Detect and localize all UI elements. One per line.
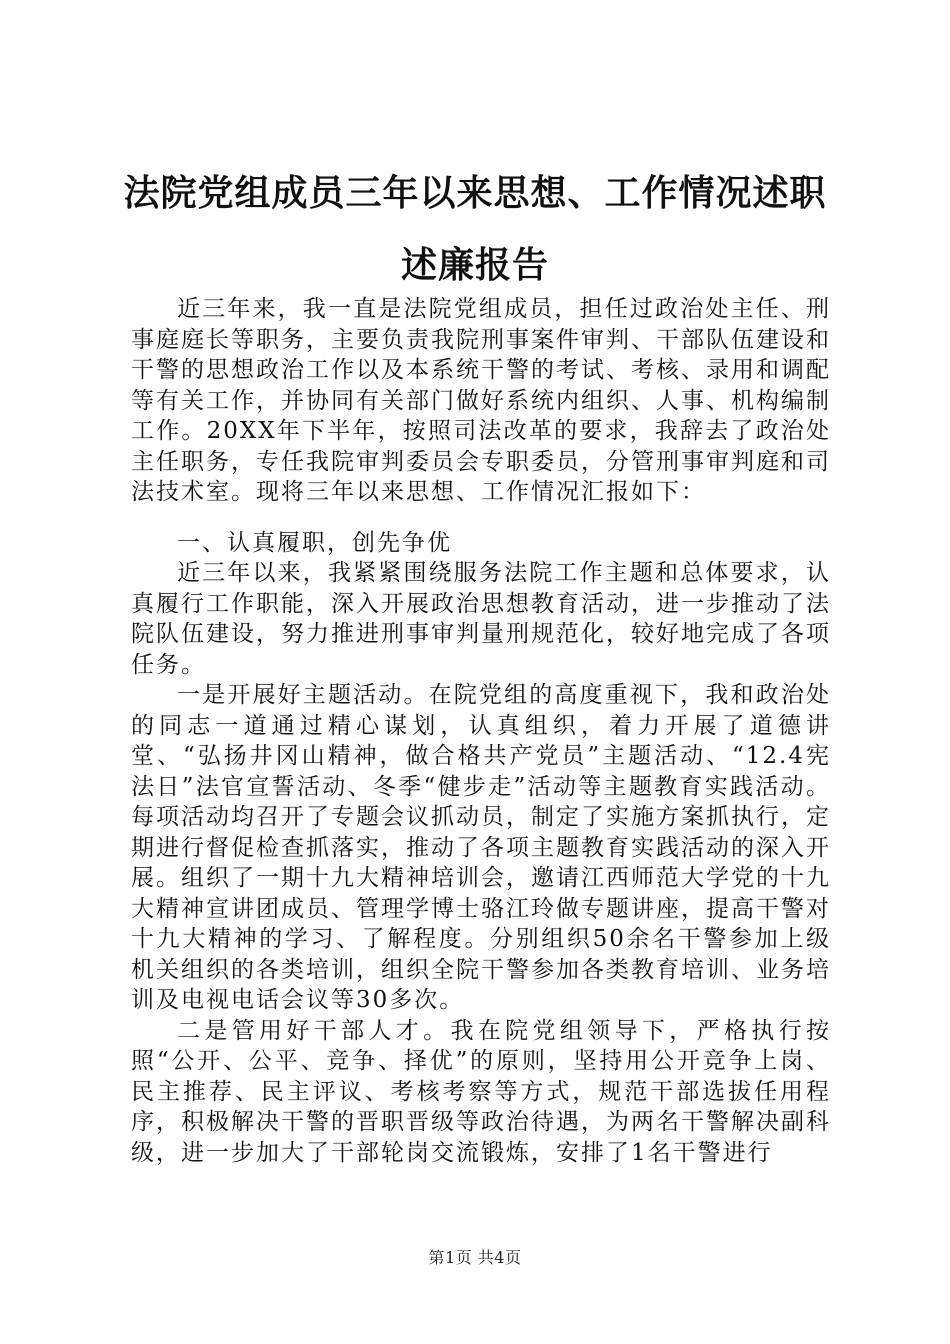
paragraph-section-1-summary: 近三年以来，我紧紧围绕服务法院工作主题和总体要求，认真履行工作职能，深入开展政治思想教育活动，进一步推动了法院队伍建设，努力推进刑事审判量刑规范化，较好地完成了各项任务。 [131, 560, 831, 678]
section-heading-1: 一、认真履职，创先争优 [177, 529, 452, 556]
document-body [131, 294, 831, 1168]
paragraph-theme-activities: 一是开展好主题活动。在院党组的高度重视下，我和政治处的同志一道通过精心谋划，认真组织，着力开展了道德讲堂、“弘扬井冈山精神，做合格共产党员”主题活动、“12.4宪法日”法官宣誓活动、冬季“健步走”活动等主题教育实践活动。每项活动均召开了专题会议抓动员，制定了实施方案抓执行，定期进行督促检查抓落实，推动了各项主题教育实践活动的深入开展。组织了一期十九大精神培训会，邀请江西师范大学党的十九大精神宣讲团成员、管理学博士骆江玲做专题讲座，提高干警对十九大精神的学习、了解程度。分别组织50余名干警参加上级机关组织的各类培训，组织全院干警参加各类教育培训、业务培训及电视电话会议等30多次。 [131, 682, 831, 1013]
document-title: 法院党组成员三年以来思想、工作情况述职述廉报告 [123, 172, 827, 286]
page-footer: 第1页 共4页 [428, 1248, 522, 1267]
paragraph-cadre-management: 二是管用好干部人才。我在院党组领导下，严格执行按照“公开、公平、竞争、择优”的原则，坚持用公开竞争上岗、民主推荐、民主评议、考核考察等方式，规范干部选拔任用程序，积极解决干警的晋职晋级等政治待遇，为两名干警解决副科级，进一步加大了干部轮岗交流锻炼，安排了1名干警进行 [131, 1017, 831, 1166]
paragraph-intro: 近三年来，我一直是法院党组成员，担任过政治处主任、刑事庭庭长等职务，主要负责我院刑事案件审判、干部队伍建设和干警的思想政治工作以及本系统干警的考试、考核、录用和调配等有关工作，并协同有关部门做好系统内组织、人事、机构编制工作。20XX年下半年，按照司法改革的要求，我辞去了政治处主任职务，专任我院审判委员会专职委员，分管刑事审判庭和司法技术室。现将三年以来思想、工作情况汇报如下： [131, 296, 831, 505]
